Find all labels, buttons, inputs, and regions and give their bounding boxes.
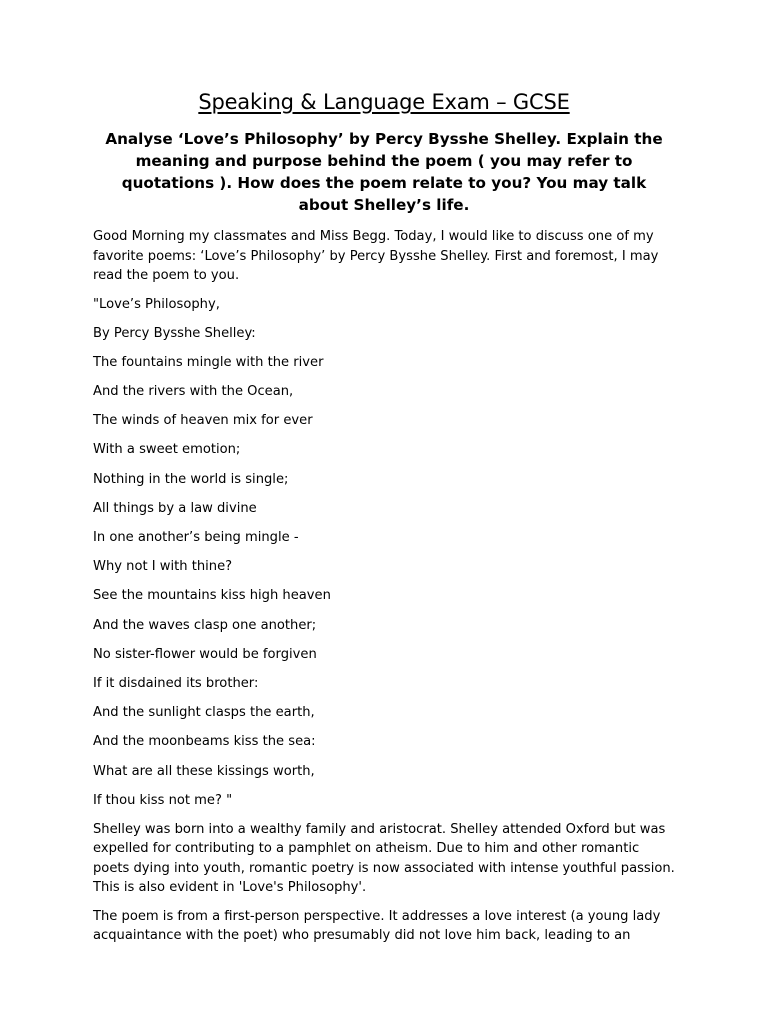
poem-line: And the rivers with the Ocean, (93, 384, 294, 400)
poem-line: If thou kiss not me? " (93, 792, 233, 808)
exam-question: Analyse ‘Love’s Philosophy’ by Percy Bysshe Shelley. Explain the meaning and purpose behind the poem ( you may refer to quotations ). How does the poem relate to you? You may talk about Shelley’s life. (105, 130, 663, 214)
poem-line: And the waves clasp one another; (93, 617, 317, 633)
poem-line: No sister-flower would be forgiven (93, 646, 317, 662)
poem-line: The fountains mingle with the river (93, 354, 324, 370)
perspective-paragraph: The poem is from a first-person perspective. It addresses a love interest (a young lady acquaintance with the poet) who presumably did not love him back, leading to an (93, 908, 661, 944)
poem-line: In one another’s being mingle - (93, 530, 299, 545)
poem-line: The winds of heaven mix for ever (93, 413, 313, 429)
poem-line: If it disdained its brother: (93, 675, 259, 691)
poem-line: With a sweet emotion; (93, 442, 241, 458)
poem-line: See the mountains kiss high heaven (93, 588, 331, 604)
document-title: Speaking & Language Exam – GCSE (198, 90, 570, 114)
intro-paragraph: Good Morning my classmates and Miss Begg. Today, I would like to discuss one of my favorite poems: ‘Love’s Philosophy’ by Percy Bysshe Shelley. First and foremost, I may read the poem to you. (93, 229, 659, 283)
poem-line: Why not I with thine? (93, 559, 233, 575)
poem-line: By Percy Bysshe Shelley: (93, 325, 256, 341)
poem-line: What are all these kissings worth, (93, 763, 315, 779)
poem-line: And the sunlight clasps the earth, (93, 705, 315, 721)
biography-paragraph: Shelley was born into a wealthy family and aristocrat. Shelley attended Oxford but was expelled for contributing to a pamphlet on atheism. Due to him and other romantic poets dying into youth, romantic poetry is now associated with intense youthful passion. This is also evident in 'Love's Philosophy'. (93, 821, 675, 896)
poem-line: Nothing in the world is single; (93, 471, 289, 487)
poem-line: "Love’s Philosophy, (93, 296, 220, 312)
poem-line: And the moonbeams kiss the sea: (93, 734, 316, 750)
poem (93, 295, 675, 811)
poem-line: All things by a law divine (93, 500, 257, 516)
